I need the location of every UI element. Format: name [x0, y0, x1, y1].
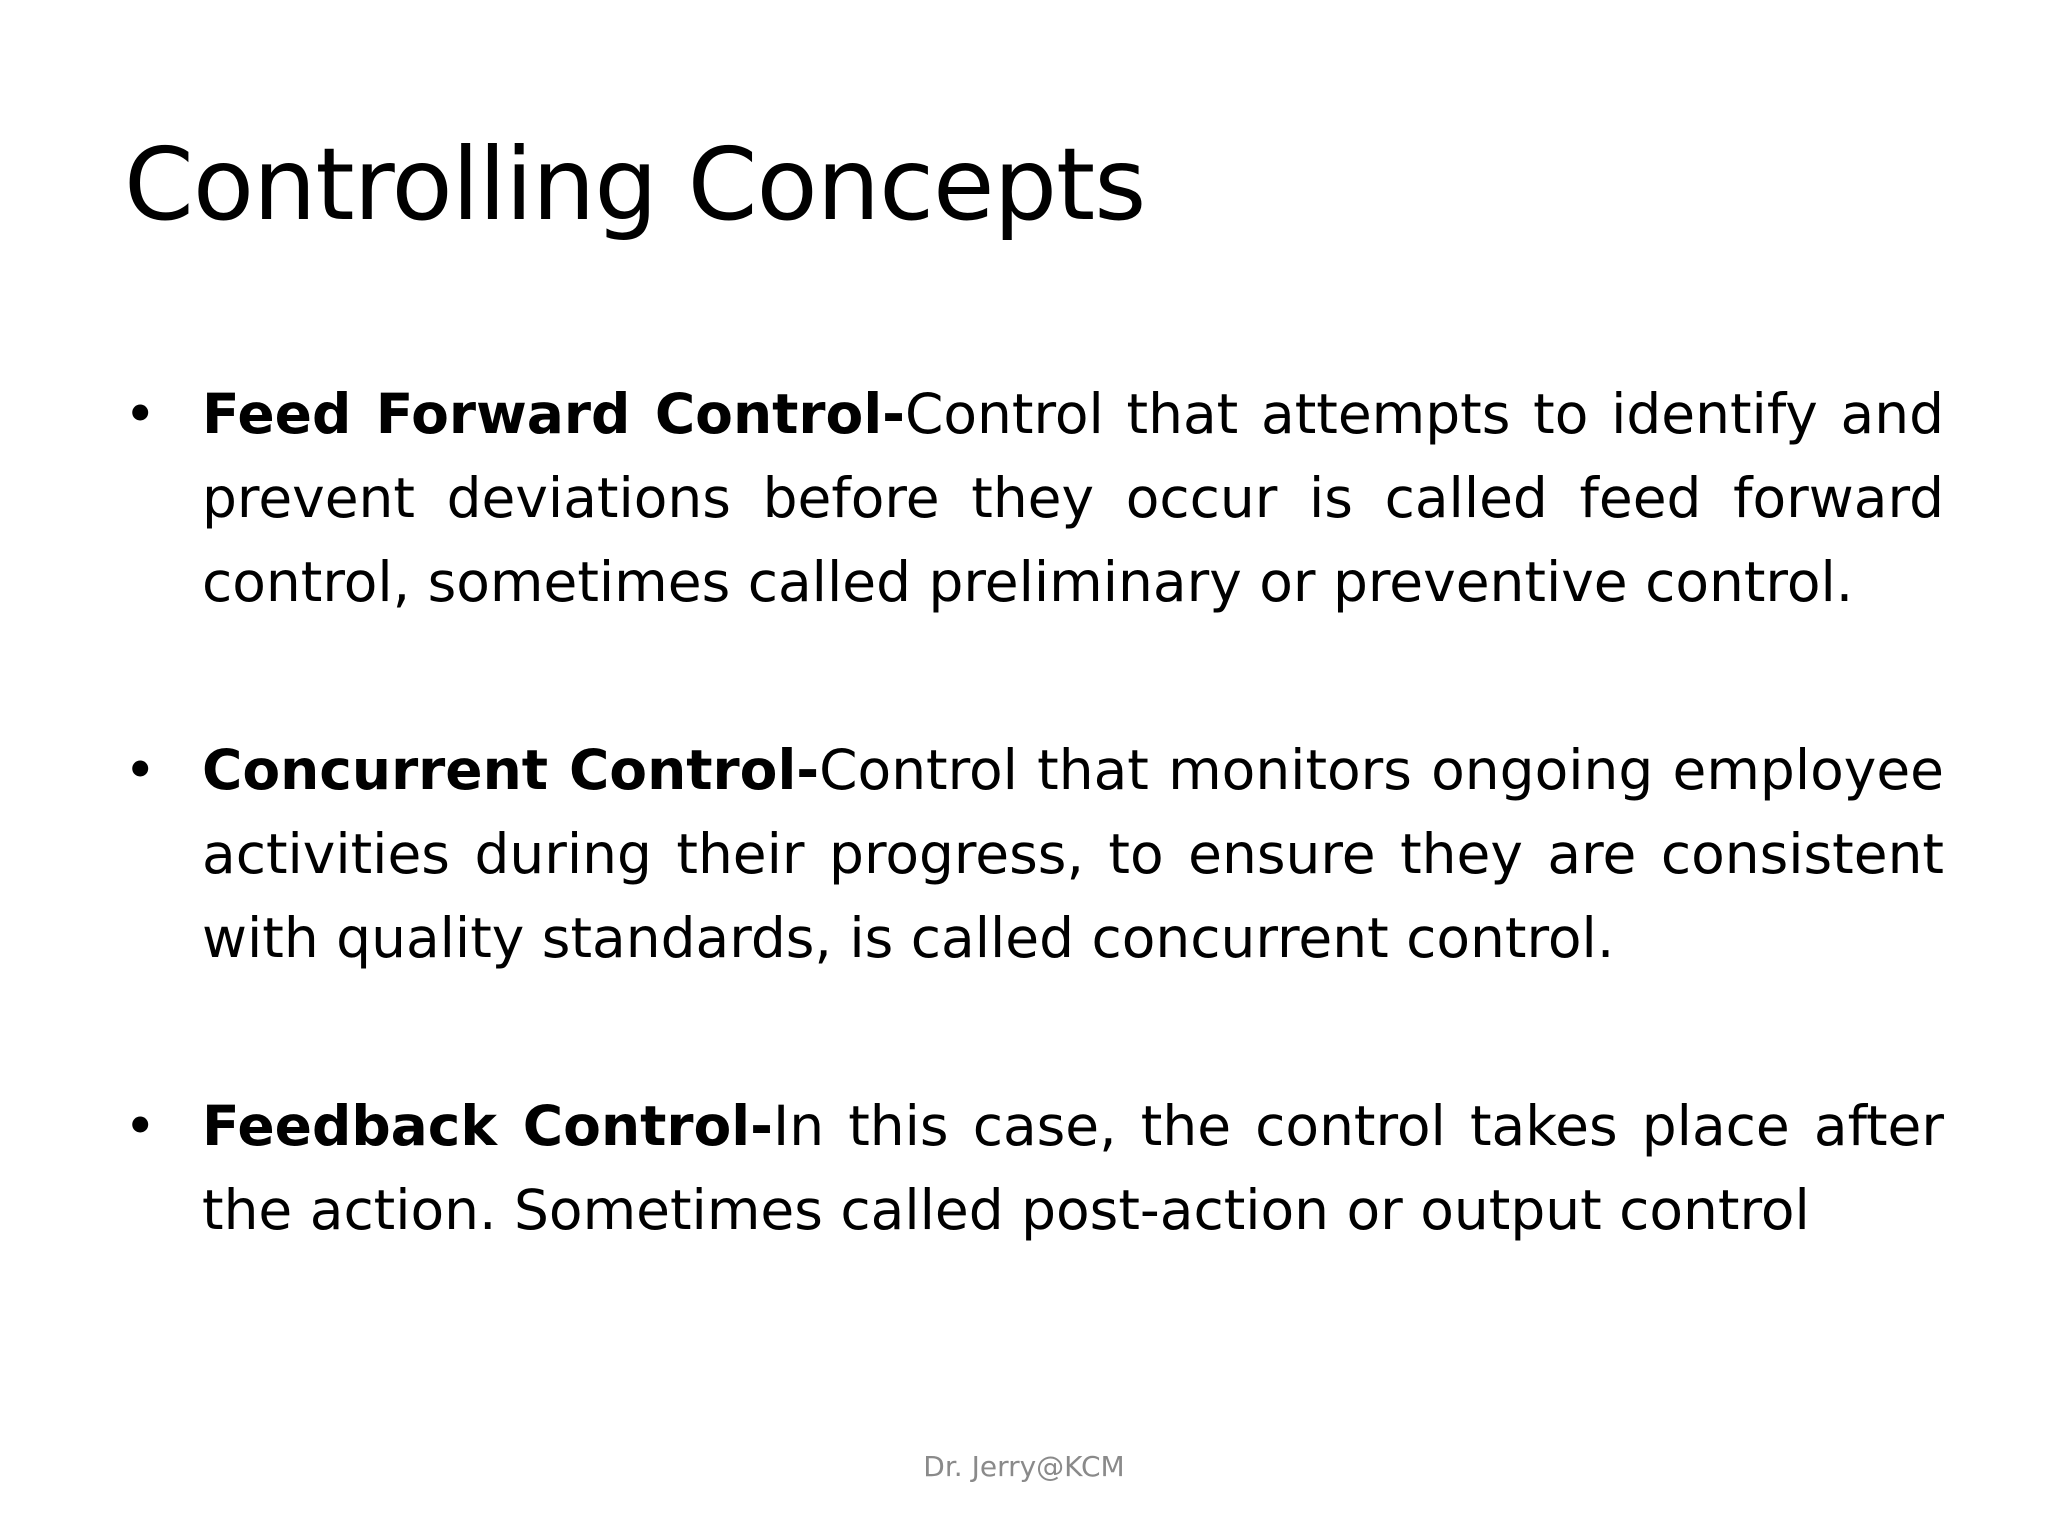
bullet-item-concurrent	[124, 728, 1944, 980]
bullet-term: Feed Forward Control-	[202, 382, 905, 446]
bullet-marker: •	[124, 382, 157, 446]
bullet-list	[124, 372, 1944, 1356]
bullet-text: Control that monitors ongoing employee activities during their progress, to ensure they are consistent with quality standards, is called concurrent control.	[202, 738, 1944, 970]
bullet-marker: •	[124, 1094, 157, 1158]
bullet-marker: •	[124, 738, 157, 802]
bullet-text: Control that attempts to identify and prevent deviations before they occur is called feed forward control, sometimes called preliminary or preventive control.	[202, 382, 1944, 614]
bullet-item-feed-forward	[124, 372, 1944, 624]
slide-footer: Dr. Jerry@KCM	[923, 1450, 1125, 1483]
bullet-term: Feedback Control-	[202, 1094, 773, 1158]
bullet-term: Concurrent Control-	[202, 738, 820, 802]
bullet-item-feedback	[124, 1084, 1944, 1252]
bullet-text: In this case, the control takes place after the action. Sometimes called post-action or output control	[202, 1094, 1944, 1242]
slide-title: Controlling Concepts	[124, 126, 1146, 243]
